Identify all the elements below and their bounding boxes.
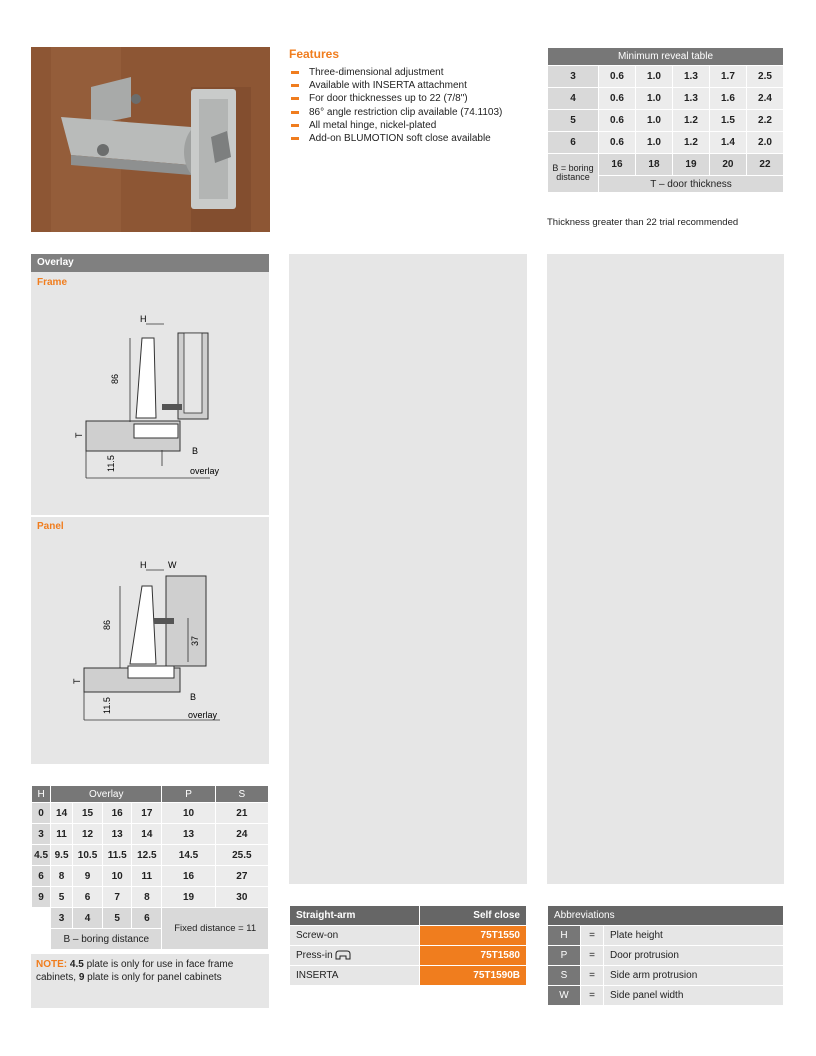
- dim-t: T: [74, 432, 84, 438]
- thickness-note: Thickness greater than 22 trial recommended: [547, 217, 739, 228]
- feature-item: 86° angle restriction clip available (74.1103): [289, 106, 502, 119]
- dim-b: B: [190, 692, 197, 702]
- straight-arm-table: [289, 905, 527, 986]
- dim-b: B: [192, 446, 199, 456]
- frame-label: Frame: [37, 277, 68, 288]
- dim-t: T: [72, 678, 82, 684]
- dim-11-5: 11.5: [102, 697, 112, 714]
- dim-11-5: 11.5: [106, 455, 116, 472]
- table-row: Screw-on 75T1550: [290, 926, 527, 946]
- dim-h: H: [140, 314, 147, 324]
- plate-note: NOTE: 4.5 plate is only for use in face frame cabinets, 9 plate is only for panel cabinets: [31, 954, 269, 1008]
- hinge-photo: [31, 47, 270, 232]
- table-row: W = Side panel width: [548, 986, 784, 1006]
- table-row: 9 5 6 7 8 19 30: [32, 887, 269, 908]
- door-thickness-label: T – door thickness: [599, 176, 784, 193]
- features-title: Features: [289, 47, 340, 61]
- table-row: 3 11 12 13 14 13 24: [32, 824, 269, 845]
- boring-distance-label: B = boring distance: [548, 154, 599, 193]
- feature-item: For door thicknesses up to 22 (7/8"): [289, 92, 502, 105]
- overlay-table: [31, 785, 269, 950]
- panel-mounting-diagram: [70, 550, 250, 740]
- dim-86: 86: [102, 619, 112, 630]
- reveal-table-title: Minimum reveal table: [548, 48, 784, 66]
- table-row: 5 0.6 1.0 1.2 1.5 2.2: [548, 110, 784, 132]
- table-row: H = Plate height: [548, 926, 784, 946]
- minimum-reveal-table: [547, 47, 784, 193]
- feature-item: Available with INSERTA attachment: [289, 79, 502, 92]
- feature-item: All metal hinge, nickel-plated: [289, 119, 502, 132]
- feature-item: Add-on BLUMOTION soft close available: [289, 132, 502, 145]
- table-row: S = Side arm protrusion: [548, 966, 784, 986]
- table-row: 3 0.6 1.0 1.3 1.7 2.5: [548, 66, 784, 88]
- abbreviations-table: [547, 905, 784, 1006]
- divider: [31, 515, 269, 517]
- hinge-illustration: [31, 47, 270, 232]
- fixed-distance: Fixed distance = 11: [162, 908, 269, 950]
- dim-86: 86: [110, 373, 120, 384]
- table-row: INSERTA 75T1590B: [290, 966, 527, 986]
- dim-w: W: [168, 560, 177, 570]
- boring-distance-label: B – boring distance: [51, 929, 162, 950]
- table-row: 4 0.6 1.0 1.3 1.6 2.4: [548, 88, 784, 110]
- table-row: 0 14 15 16 17 10 21: [32, 803, 269, 824]
- table-row: P = Door protrusion: [548, 946, 784, 966]
- dim-37: 37: [190, 635, 200, 646]
- overlay-header: Overlay: [31, 254, 269, 272]
- empty-panel-right: [547, 254, 784, 884]
- dim-h: H: [140, 560, 147, 570]
- frame-mounting-diagram: [70, 300, 250, 500]
- empty-panel-middle: [289, 254, 527, 884]
- dim-overlay: overlay: [188, 710, 218, 720]
- table-row: 6 0.6 1.0 1.2 1.4 2.0: [548, 132, 784, 154]
- table-row: B = boring distance 16 18 19 20 22: [548, 154, 784, 176]
- dim-overlay: overlay: [190, 466, 220, 476]
- table-header-row: Abbreviations: [548, 906, 784, 926]
- table-header-row: Straight-arm Self close: [290, 906, 527, 926]
- table-header-row: H Overlay P S: [32, 786, 269, 803]
- table-row: 6 8 9 10 11 16 27: [32, 866, 269, 887]
- table-row: 3 4 5 6 Fixed distance = 11: [32, 908, 269, 929]
- features-list: [289, 66, 502, 145]
- press-in-icon: [335, 950, 351, 960]
- table-row: 4.5 9.5 10.5 11.5 12.5 14.5 25.5: [32, 845, 269, 866]
- feature-item: Three-dimensional adjustment: [289, 66, 502, 79]
- table-row: Press-in 75T1580: [290, 946, 527, 966]
- panel-label: Panel: [37, 521, 64, 532]
